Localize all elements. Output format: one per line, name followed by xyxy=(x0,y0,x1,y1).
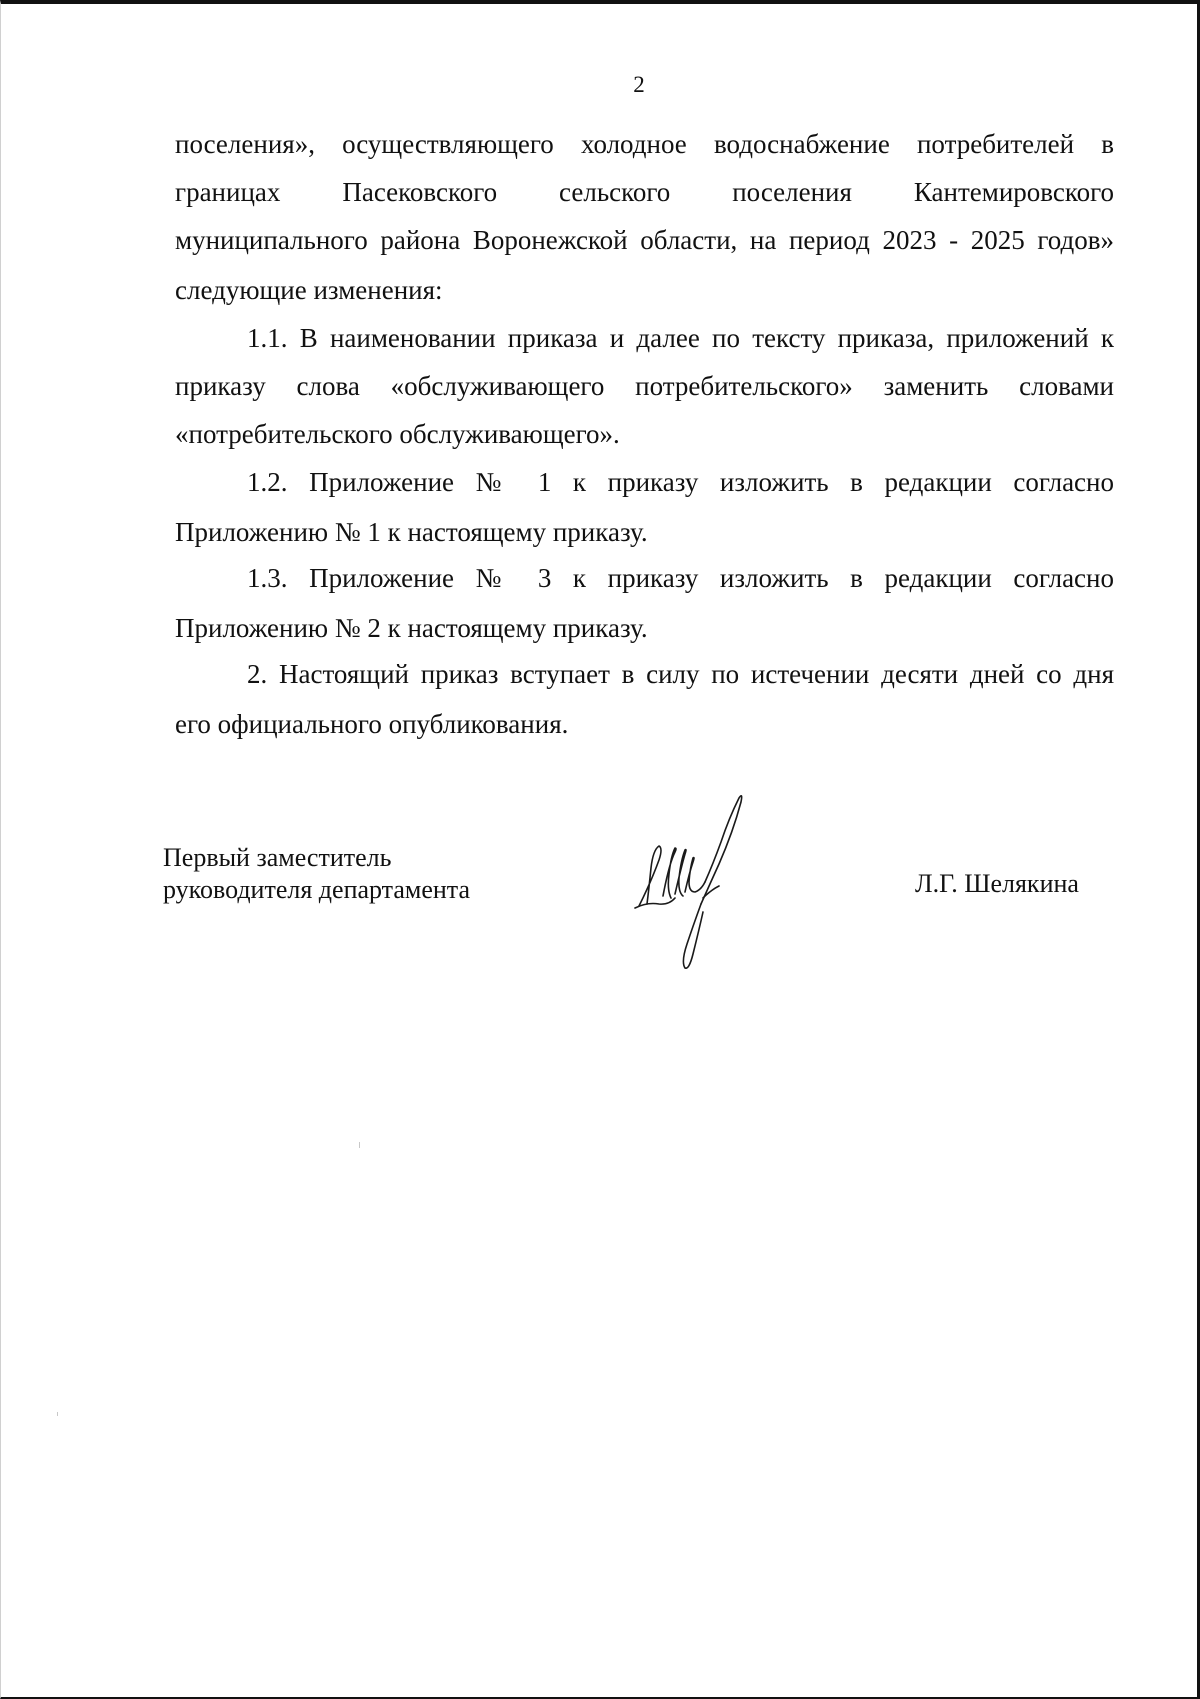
paragraph-2-line-1: 2. Настоящий приказ вступает в силу по истечении десяти дней со дня xyxy=(247,659,1114,689)
scan-speck xyxy=(359,1142,360,1148)
paragraph-2-line-2: его официального опубликования. xyxy=(175,709,569,739)
paragraph-1-1-line-1: 1.1. В наименовании приказа и далее по тексту приказа, приложений к xyxy=(247,323,1114,353)
signatory-position-line-1: Первый заместитель xyxy=(163,843,392,872)
paragraph-1-line-1: поселения», осуществляющего холодное водоснабжение потребителей в xyxy=(175,129,1114,159)
paragraph-1-3-line-1: 1.3. Приложение № 3 к приказу изложить в редакции согласно xyxy=(247,563,1114,593)
paragraph-1-3-line-2: Приложению № 2 к настоящему приказу. xyxy=(175,613,648,643)
paragraph-1-1-line-2: приказу слова «обслуживающего потребительского» заменить словами xyxy=(175,371,1114,401)
signer-name: Л.Г. Шелякина xyxy=(915,869,1079,898)
paragraph-1-2-line-2: Приложению № 1 к настоящему приказу. xyxy=(175,517,648,547)
scan-speck xyxy=(57,1412,58,1416)
signatory-position-line-2: руководителя департамента xyxy=(163,875,471,904)
signatory-position xyxy=(163,842,470,906)
paragraph-1-2-line-1: 1.2. Приложение № 1 к приказу изложить в редакции согласно xyxy=(247,467,1114,497)
handwritten-signature-icon xyxy=(629,794,769,969)
page-number: 2 xyxy=(633,72,645,97)
paragraph-1-1-line-3: «потребительского обслуживающего». xyxy=(175,419,620,449)
paragraph-1-line-3: муниципального района Воронежской области, на период 2023 - 2025 годов» xyxy=(175,225,1114,255)
paragraph-1-line-2: границах Пасековского сельского поселения Кантемировского xyxy=(175,177,1114,207)
paragraph-1-line-4: следующие изменения: xyxy=(175,275,443,305)
